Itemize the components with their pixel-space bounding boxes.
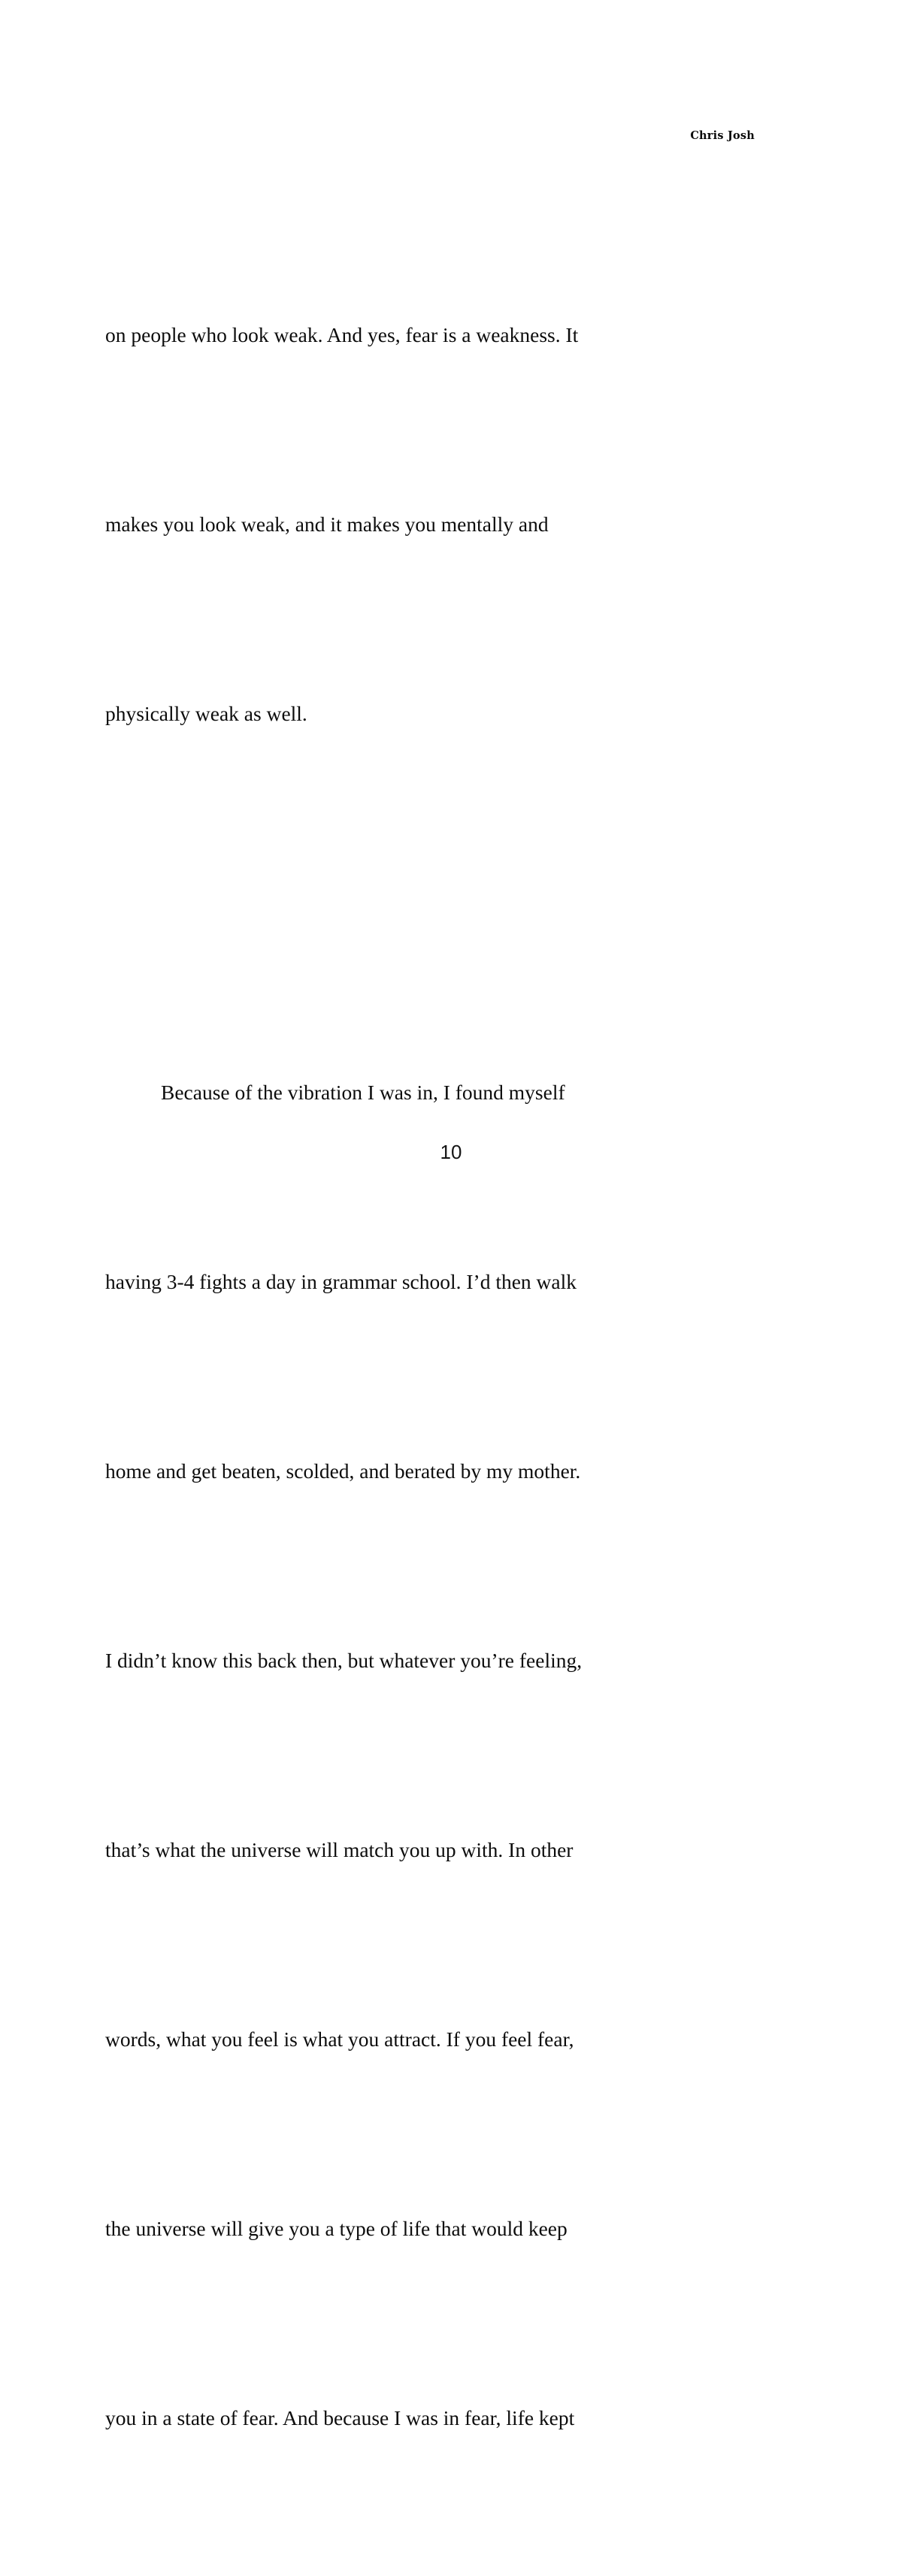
- text-line: Because of the vibration I was in, I found myself: [161, 1081, 565, 1104]
- text-line: the universe will give you a type of life that would keep: [105, 2217, 568, 2240]
- text-line: words, what you feel is what you attract. If you feel fear,: [105, 2027, 574, 2051]
- text-line: makes you look weak, and it makes you mentally and: [105, 512, 549, 536]
- page-number: 10: [440, 1141, 462, 1163]
- paragraph-spacer: [105, 872, 699, 935]
- paragraph: [105, 177, 699, 872]
- running-head-author: Chris Josh: [690, 129, 755, 142]
- text-line: home and get beaten, scolded, and berated by my mother.: [105, 1459, 581, 1483]
- text-line: I didn’t know this back then, but whatever you’re feeling,: [105, 1649, 583, 1672]
- body-text-block: [105, 177, 699, 2576]
- paragraph: [105, 935, 699, 2576]
- text-line: physically weak as well.: [105, 702, 307, 725]
- text-line: on people who look weak. And yes, fear is a weakness. It: [105, 323, 579, 346]
- text-line: that’s what the universe will match you up with. In other: [105, 1838, 574, 1861]
- text-line: having 3-4 fights a day in grammar school. I’d then walk: [105, 1270, 577, 1293]
- text-line: you in a state of fear. And because I was in fear, life kept: [105, 2406, 575, 2429]
